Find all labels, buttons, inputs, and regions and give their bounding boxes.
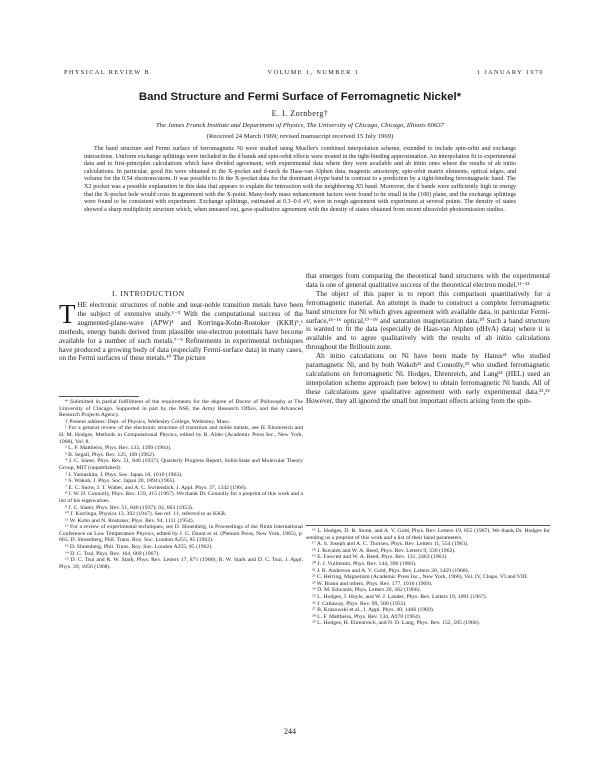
footnote: ²⁹ L. Hodges, H. Ehrenreich, and N. D. Lang, Phys. Rev. 152, 505 (1966). [312, 620, 480, 627]
footnote-rule [59, 396, 139, 397]
footnote: ¹⁵ D. C. Tsui and R. W. Stark, Phys. Rev. Letters 17, 871 (1966); R. W. Stark and D. C. Tsui, J. Appl. Phys. 39, 1056 (1968). [59, 557, 303, 570]
journal-name: PHYSICAL REVIEW B [64, 69, 151, 76]
footnote: ⁹ J. C. Slater, Phys. Rev. 51, 846 (1937); 92, 603 (1953). [65, 504, 194, 511]
paper-title: Band Structure and Fermi Surface of Ferromagnetic Nickel* [138, 91, 462, 103]
footnote: ⁵ J. Yamashita, J. Phys. Soc. Japan 18, 1010 (1963). [65, 471, 183, 478]
footnote: ¹⁸ J. Ruvalds and W. A. Reed, Phys. Rev. Letters 9, 336 (1962). [312, 547, 456, 554]
abstract: The band structure and Fermi surface of ferromagnetic Ni were studied using Mueller's combined interpolation scheme, extended to include spin-orbit and exchange interactions. Uniform exchange splittings were included in the d bands and spin-orbit effects were treated in the tight-binding approximation. An interpolation fit to experimental data and to first-principles calculations which have divided agreement, with experimental data where they were available and ab initio ones where the results of ab initio calculations. In particular, good fits were obtained to the X-pocket and d-neck de Haas-van Alphen data, magnetic anisotropy, spin-orbit matrix elements, optical edges, and volume for the 0.54 electrons/atom. It was possible to fit the X-pocket data for the dominant d-type band in contrast to a prediction by a tight-binding ferromagnetic band. The X2 pocket was a possible explanation in this data that appears to explain the interaction with the neighboring X5 band. Moreover, the d bands were sufficiently high in energy that the X-pocket hole would cross in agreement with the X-point. Many-body mass enhancement factors were found to be small in the (100) plane, and the exchange splittings were found to be consistent with experiment. Exchange splittings, estimated at 0.3–0.6 eV, were in rough agreement with experiment at several points. The density of states showed a sharp multiplicity structure which, when smeared out, gave qualitative agreement with the density of states obtained from recent ultraviolet photoemission studies. [84, 146, 516, 213]
intro-paragraph-continued: that emerges from comparing the theoretical band structures with the experimental data is one of general qualitative success of the theoretical electron model.¹¹⁻¹³ [306, 272, 550, 289]
footnote: ⁴ J. C. Slater, Phys. Rev. 51, 846 (1937); Quarterly Progress Report, Solid-State and Molecular Theory Group, MIT (unpublished). [59, 458, 303, 471]
received-date: (Received 24 March 1969; revised manuscript received 15 July 1969) [206, 133, 394, 140]
author-line: E. I. Zornberg† [271, 109, 329, 118]
affiliation: The James Franck Institute and Department of Physics, The University of Chicago, Chicago, Illinois 60637 [155, 122, 445, 129]
footnote: ¹³ D. Shoenberg, Phil. Trans. Roy. Soc. London A255, 85 (1962). [65, 544, 213, 551]
footnote: ²⁵ L. Hodges, J. Hoyle, and W. J. Lander, Phys. Rev. Letters 19, 1091 (1967). [312, 593, 488, 600]
drop-cap: T [59, 299, 76, 329]
footnote: ¹⁹ E. Fawcett and W. A. Reed, Phys. Rev. 131, 2463 (1963). [312, 554, 448, 561]
footnotes-right [306, 528, 550, 627]
page-number: 244 [284, 727, 296, 736]
intro-right-column [306, 272, 550, 406]
footnote: ²¹ J. R. Anderson and A. V. Gold, Phys. Rev. Letters 20, 1459 (1968). [312, 567, 470, 574]
footnote: ¹⁶ L. Hodges, D. R. Stone, and A. V. Gold, Phys. Rev. Letters 19, 655 (1967). We thank Dr. Hodges for sending us a preprint of this work and a list of their band parameters. [306, 528, 550, 541]
footnote: ² L. F. Mattheiss, Phys. Rev. 133, 1399 (1964). [65, 445, 172, 452]
intro-left-column [59, 301, 303, 363]
footnote: ³ B. Segall, Phys. Rev. 125, 109 (1962). [65, 451, 156, 458]
footnote: ²⁷ B. Krasowski et al., J. Appl. Phys. 40, 1466 (1969). [312, 607, 435, 614]
footnote: ²⁶ J. Callaway, Phys. Rev. 99, 500 (1955). [312, 600, 407, 607]
footnotes-left [59, 399, 303, 570]
footnote: ⁶ S. Wakoh, J. Phys. Soc. Japan 20, 1894 (1965). [65, 478, 176, 485]
running-head [64, 69, 544, 76]
section-heading: I. INTRODUCTION [112, 289, 185, 298]
footnote: ²⁴ D. M. Edwards, Phys. Letters 20, 362 (1966). [312, 587, 421, 594]
footnote: ¹⁷ A. S. Joseph and A. C. Thorsen, Phys. Rev. Letters 11, 554 (1963). [312, 541, 469, 548]
volume-number: VOLUME 1, NUMBER 1 [267, 69, 360, 76]
intro-paragraph-1: HE electronic structures of noble and near-noble transition metals have been the subject of extensive study.¹⁻³ With the computational success of the augmented-plane-wave (APW)⁴ and Korringa-Kohn-Rostoker (KKR)⁵,⁶ methods, energy bands derived from plausible one-electron potentials have become available for a number of such metals.⁷⁻⁹ Refinements in experimental techniques have produced a growing body of data (especially Fermi-surface data) in many cases, on the Fermi surfaces of these metals.¹⁰ The picture [59, 301, 303, 363]
footnote: ⁷ E. C. Snow, J. T. Waber, and A. C. Switendick, J. Appl. Phys. 37, 1342 (1966). [65, 484, 247, 491]
footnote: ¹¹ W. Kohn and N. Rostoker, Phys. Rev. 94, 1111 (1954). [65, 517, 195, 524]
intro-paragraph-3: Ab initio calculations on Ni have been made by Hanus²¹ who studied paramagnetic Ni, and by both Wakoh²² and Connolly,²³ who studied ferromagnetic calculations on ferromagnetic Ni. Hodges, Ehrenreich, and Lang²⁴ (HEL) used an interpolation scheme approach (see below) to obtain ferromagnetic Ni bands. All of these calculations gave qualitative agreement with early experimental data.²⁵,²⁶ However, they all ignored the small but important effects arising from the spin- [306, 352, 550, 405]
footnote: ²² C. Herring, Magnetism (Academic Press Inc., New York, 1966), Vol. IV, Chaps. VI and VIII. [312, 574, 529, 581]
footnote: † Present address: Dept. of Physics, Wellesley College, Wellesley, Mass. [65, 418, 230, 425]
footnote: ²⁰ J. J. Vuillemin, Phys. Rev. 144, 396 (1966). [312, 560, 417, 567]
footnote-rule-right [306, 525, 550, 526]
intro-paragraph-2: The object of this paper is to report this comparison quantitatively for a ferromagnetic material. An attempt is made to construct a complete ferromagnetic band structure for Ni which gives agreement with available data, in particular Fermi-surface,¹⁴⁻¹⁶ optical,¹⁷⁻¹⁹ and saturation magnetization data.²⁰ Such a band structure is wanted to fit the data (especially de Haas-van Alphen (dHvA) data) where it is available and to agree qualitatively with the results of ab initio calculations throughout the Brillouin zone. [306, 289, 550, 352]
issue-date: 1 JANUARY 1970 [476, 69, 544, 76]
footnote: ¹ For a general review of the electronic structure of transition and noble metals, see H. Ehrenreich and H. M. Hodges, Methods in Computational Physics, edited by B. Alder (Academic Press Inc., New York, 1968), Vol. 8. [59, 425, 303, 445]
footnote: ¹⁴ D. C. Tsui, Phys. Rev. 164, 669 (1967). [65, 550, 160, 557]
footnote: * Submitted in partial fulfillment of the requirements for the degree of Doctor of Philosophy at The University of Chicago. Supported in part by the NSF, the Army Research Office, and the Advanced Research Projects Agency. [59, 399, 303, 419]
footnote: ⁸ J. W. D. Connolly, Phys. Rev. 159, 415 (1967). We thank Dr. Connolly for a preprint of this work and a list of his eigenvalues. [59, 491, 303, 504]
footnote: ¹⁰ J. Korringa, Physica 13, 392 (1947). See ref. 11, referred to as KKR. [65, 511, 227, 518]
footnote: ¹² For a review of experimental techniques, see D. Shoenberg, in Proceedings of the Ninth International Conference on Low Temperature Physics, edited by J. G. Daunt et al. (Plenum Press, New York, 1965), p. 665; D. Shoenberg, Phil. Trans. Roy. Soc. London A255, 85 (1962). [59, 524, 303, 544]
footnote: ²⁸ L. F. Mattheiss, Phys. Rev. 134, A970 (1964). [312, 613, 422, 620]
footnote: ²³ W. Braun and others, Phys. Rev. 177, 1016 (1969). [312, 580, 433, 587]
